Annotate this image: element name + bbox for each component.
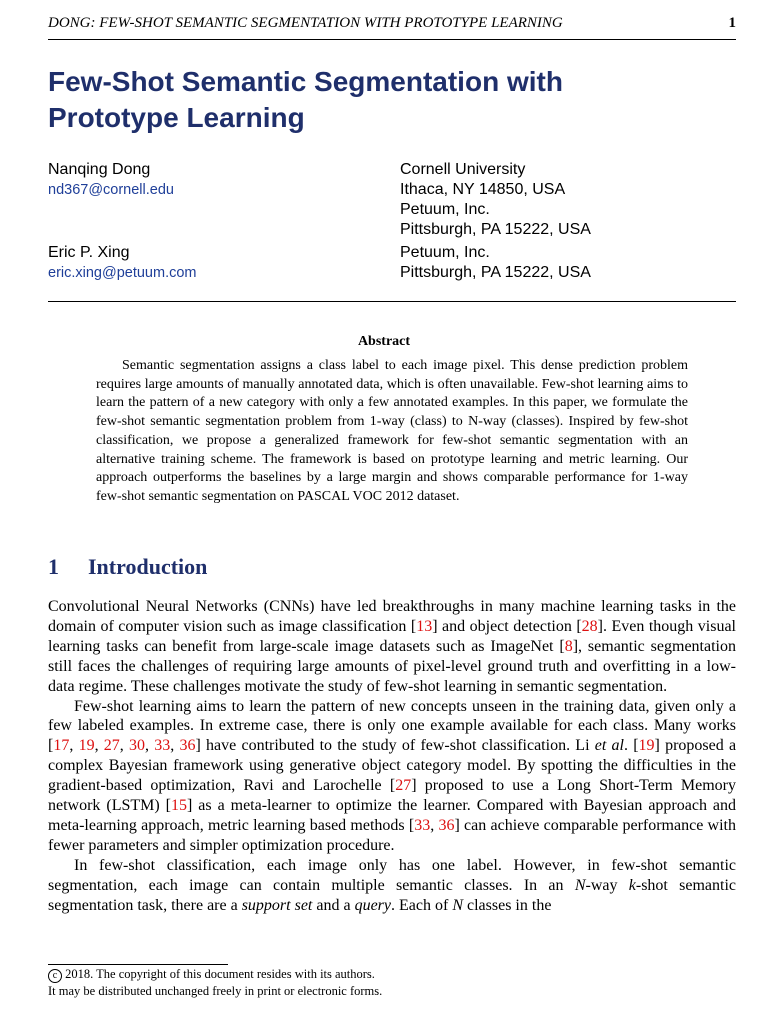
citation-link[interactable]: 17	[53, 737, 70, 755]
author-1-affiliation	[400, 160, 591, 240]
italic-term: support set	[241, 896, 313, 914]
citation-link[interactable]: 28	[581, 617, 598, 635]
affiliation-line: Petuum, Inc.	[400, 244, 490, 261]
citation-link[interactable]: 36	[179, 737, 196, 755]
body-paragraph: Few-shot learning aims to learn the pattern of new concepts unseen in the training data, given only a few labeled examples. In extreme case, there is only one example available for each class. Many works [17, 19, 27, 30, 33, 36] have contributed to the study of few-shot classification. Li et al. [19] proposed a complex Bayesian framework using generative object category model. By spotting the difficulties in the gradient-based optimization, Ravi and Larochelle [27] proposed to use a Long Short-Term Memory network (LSTM) [15] as a meta-learner to optimize the learner. Compared with Bayesian approach and meta-learning approach, metric learning based methods [33, 36] can achieve comparable performance with fewer parameters and simpler optimization procedure.	[48, 697, 737, 854]
citation-link[interactable]: 27	[103, 737, 120, 755]
copyright-footnote	[48, 966, 728, 1000]
section-number: 1	[48, 554, 59, 579]
author-2-affiliation	[400, 243, 591, 283]
italic-term: N	[452, 896, 463, 914]
citation-link[interactable]: 19	[78, 737, 95, 755]
body-paragraph: In few-shot classification, each image only has one label. However, in few-shot semantic segmentation, each image can contain multiple semantic classes. In an N-way k-shot semantic segmentation task, there are a support set and a query. Each of N classes in the	[48, 856, 737, 914]
citation-link[interactable]: 13	[416, 617, 433, 635]
citation-link[interactable]: 30	[129, 737, 146, 755]
author-2	[48, 243, 197, 283]
abstract-text: Semantic segmentation assigns a class label to each image pixel. This dense prediction problem requires large amounts of manually annotated data, which is often unavailable. Few-shot learning aims to learn the pattern of a new category with only a few annotated examples. In this paper, we formulate the few-shot semantic segmentation problem from 1-way (class) to N-way (classes). Inspired by few-shot classification, we propose a generalized framework for few-shot semantic segmentation with an alternative training scheme. The framework is based on prototype learning and metric learning. Our approach outperforms the baselines by a large margin and shows comparable performance for 1-way few-shot semantic segmentation on PASCAL VOC 2012 dataset.	[96, 358, 688, 504]
body-text	[48, 597, 736, 916]
running-head	[48, 15, 736, 40]
footnote-line-1: 2018. The copyright of this document resides with its authors.	[65, 967, 375, 981]
footnote-line-2: It may be distributed unchanged freely in print or electronic forms.	[48, 984, 383, 998]
affiliation-line: Cornell University	[400, 161, 526, 178]
citation-link[interactable]: 19	[638, 737, 655, 755]
page-number: 1	[728, 15, 736, 31]
body-paragraph: Convolutional Neural Networks (CNNs) have led breakthroughs in many machine learning tasks in the domain of computer vision such as image classification [13] and object detection [28]. Even though visual learning tasks can benefit from large-scale image datasets such as ImageNet [8], semantic segmentation still faces the challenges of requiring large amounts of pixel-level ground truth and overfitting in a low-data regime. These challenges motivate the study of few-shot learning in semantic segmentation.	[48, 598, 736, 695]
affiliation-line: Ithaca, NY 14850, USA	[400, 181, 566, 198]
affiliation-line: Pittsburgh, PA 15222, USA	[400, 221, 591, 238]
citation-link[interactable]: 15	[171, 797, 187, 815]
author-name: Nanqing Dong	[48, 161, 151, 178]
affiliation-line: Pittsburgh, PA 15222, USA	[400, 264, 591, 281]
citation-link[interactable]: 36	[438, 816, 455, 834]
section-heading	[48, 554, 207, 580]
paper-title	[48, 64, 728, 136]
italic-term: et al	[594, 737, 624, 755]
header-divider	[48, 301, 736, 302]
abstract-heading: Abstract	[357, 334, 411, 349]
author-name: Eric P. Xing	[48, 244, 130, 261]
title-line-2: Prototype Learning	[48, 102, 305, 133]
italic-term: k	[628, 876, 636, 894]
author-email-link[interactable]: nd367@cornell.edu	[48, 182, 174, 198]
copyright-icon: c	[48, 969, 62, 983]
citation-link[interactable]: 8	[564, 637, 573, 655]
title-line-1: Few-Shot Semantic Segmentation with	[48, 66, 563, 97]
author-email-link[interactable]: eric.xing@petuum.com	[48, 265, 197, 281]
affiliation-line: Petuum, Inc.	[400, 201, 490, 218]
author-1	[48, 160, 174, 200]
citation-link[interactable]: 33	[414, 816, 431, 834]
section-title: Introduction	[88, 554, 208, 579]
footnote-divider	[48, 964, 228, 965]
citation-link[interactable]: 33	[154, 737, 171, 755]
italic-term: N	[574, 876, 586, 894]
running-head-text: DONG: FEW-SHOT SEMANTIC SEGMENTATION WITH PROTOTYPE LEARNING	[48, 15, 563, 31]
citation-link[interactable]: 27	[395, 777, 412, 795]
italic-term: query	[354, 896, 392, 914]
